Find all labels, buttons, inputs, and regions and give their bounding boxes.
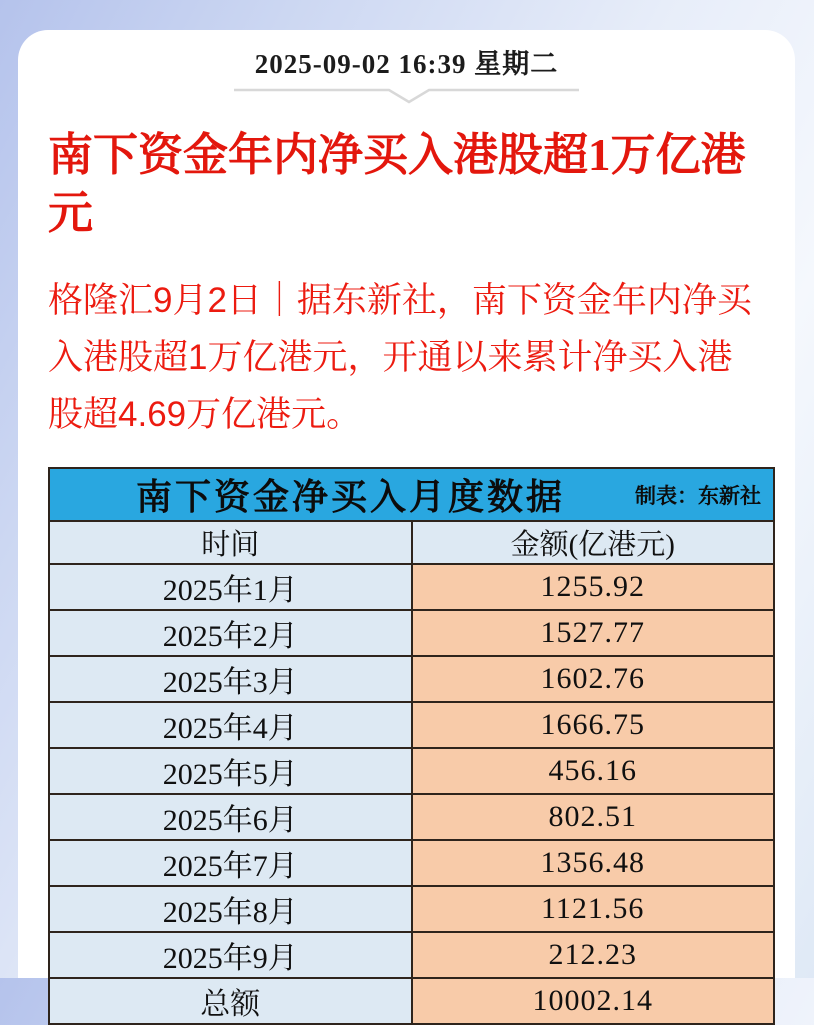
row-amount: 1356.48 [412, 840, 775, 886]
row-month: 2025年9月 [49, 932, 412, 978]
row-amount: 1255.92 [412, 564, 775, 610]
row-month: 2025年1月 [49, 564, 412, 610]
table-row [49, 656, 774, 702]
column-header-amount: 金额(亿港元) [412, 521, 775, 564]
news-card [18, 30, 795, 1021]
row-month: 2025年8月 [49, 886, 412, 932]
table-row [49, 564, 774, 610]
row-amount: 212.23 [412, 932, 775, 978]
row-amount: 1527.77 [412, 610, 775, 656]
table-row [49, 840, 774, 886]
table-title: 南下资金净买入月度数据 [135, 477, 565, 517]
row-amount: 1121.56 [412, 886, 775, 932]
table-row [49, 702, 774, 748]
table-row [49, 794, 774, 840]
table-title-row [49, 468, 774, 521]
row-month: 2025年3月 [49, 656, 412, 702]
table-row [49, 886, 774, 932]
row-amount: 456.16 [412, 748, 775, 794]
row-amount: 1602.76 [412, 656, 775, 702]
column-header-time: 时间 [49, 521, 412, 564]
row-month: 2025年7月 [49, 840, 412, 886]
table-credit: 制表：东新社 [635, 484, 761, 508]
table-row [49, 748, 774, 794]
row-month: 2025年4月 [49, 702, 412, 748]
table-header-row [49, 521, 774, 564]
row-total-label: 总额 [49, 978, 412, 1024]
chevron-down-icon [234, 88, 579, 104]
article-body: 格隆汇9月2日｜据东新社，南下资金年内净买入港股超1万亿港元，开通以来累计净买入港股超4.69万亿港元。 [48, 281, 752, 434]
table-row [49, 610, 774, 656]
row-amount: 1666.75 [412, 702, 775, 748]
row-month: 2025年5月 [49, 748, 412, 794]
article-headline: 南下资金年内净买入港股超1万亿港元 [48, 130, 746, 238]
row-month: 2025年6月 [49, 794, 412, 840]
table-total-row [49, 978, 774, 1024]
row-amount: 802.51 [412, 794, 775, 840]
row-total-amount: 10002.14 [412, 978, 775, 1024]
post-timestamp: 2025-09-02 16:39 星期二 [254, 49, 559, 79]
monthly-data-table [48, 467, 775, 1025]
row-month: 2025年2月 [49, 610, 412, 656]
table-row [49, 932, 774, 978]
